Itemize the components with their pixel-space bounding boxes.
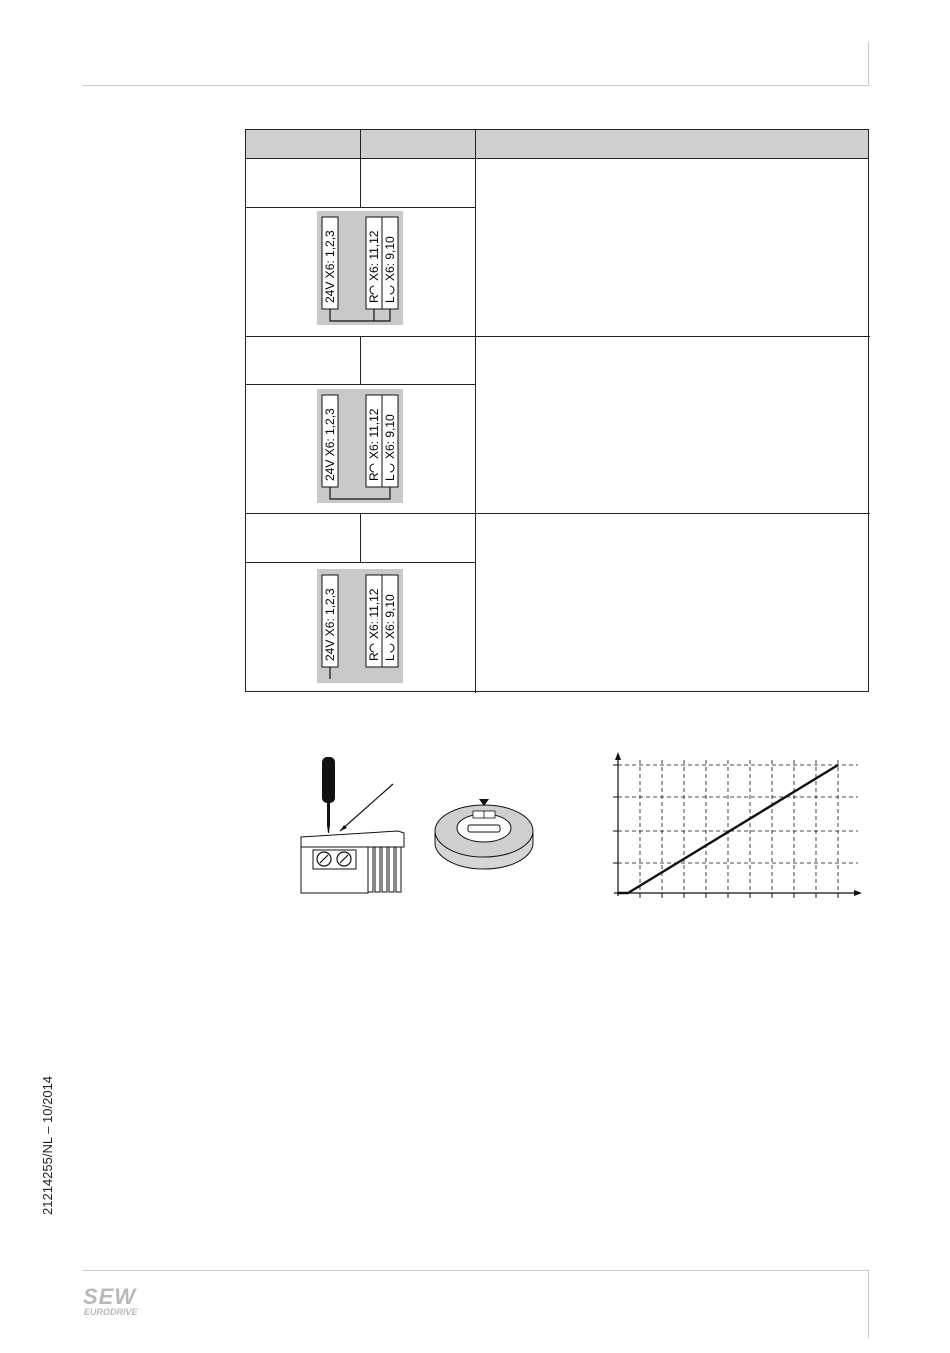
svg-text:EURODRIVE: EURODRIVE	[84, 1307, 138, 1317]
wiring-diagram-both-directions	[317, 211, 403, 325]
screwdriver-adjustment-illustration	[298, 755, 413, 895]
header-rule	[83, 85, 869, 86]
cell-divider	[360, 337, 361, 385]
supply-terminal-label: 24V X6: 1,2,3	[323, 408, 337, 481]
row-rule	[246, 336, 870, 337]
ccw-prefix-label: L	[383, 296, 397, 303]
cw-prefix-label: R	[367, 472, 381, 481]
supply-terminal-label: 24V X6: 1,2,3	[323, 230, 337, 303]
cw-prefix-label: R	[367, 652, 381, 661]
sew-eurodrive-logo	[83, 1285, 153, 1317]
header-divider	[360, 130, 361, 159]
wiring-diagram-clockwise	[317, 389, 403, 503]
y-axis-arrow-icon	[615, 752, 621, 760]
document-code: 21214255/NL – 10/2014	[40, 1075, 55, 1215]
potentiometer-knob-illustration	[433, 795, 535, 875]
cw-prefix-label: R	[367, 294, 381, 303]
ccw-prefix-label: L	[383, 654, 397, 661]
characteristic-graph	[606, 752, 864, 902]
ccw-terminal-label: X6: 9,10	[383, 236, 397, 281]
row-rule	[246, 513, 870, 514]
ccw-prefix-label: L	[383, 474, 397, 481]
footer-rule	[83, 1270, 869, 1271]
cw-terminal-label: X6: 11,12	[367, 408, 381, 459]
svg-text:SEW: SEW	[83, 1285, 137, 1309]
column-divider	[475, 130, 476, 693]
cell-rule	[246, 384, 475, 385]
cell-divider	[360, 159, 361, 208]
cw-terminal-label: X6: 11,12	[367, 588, 381, 639]
table-header-row	[246, 130, 868, 159]
ccw-terminal-label: X6: 9,10	[383, 594, 397, 639]
wiring-diagram-stop	[317, 569, 403, 683]
footer-corner-rule	[868, 1270, 869, 1338]
header-corner-rule	[868, 42, 869, 85]
cell-rule	[246, 207, 475, 208]
supply-terminal-label: 24V X6: 1,2,3	[323, 588, 337, 661]
cell-divider	[360, 514, 361, 562]
x-axis-arrow-icon	[854, 890, 862, 896]
ccw-terminal-label: X6: 9,10	[383, 414, 397, 459]
cw-terminal-label: X6: 11,12	[367, 230, 381, 281]
cell-rule	[246, 562, 475, 563]
